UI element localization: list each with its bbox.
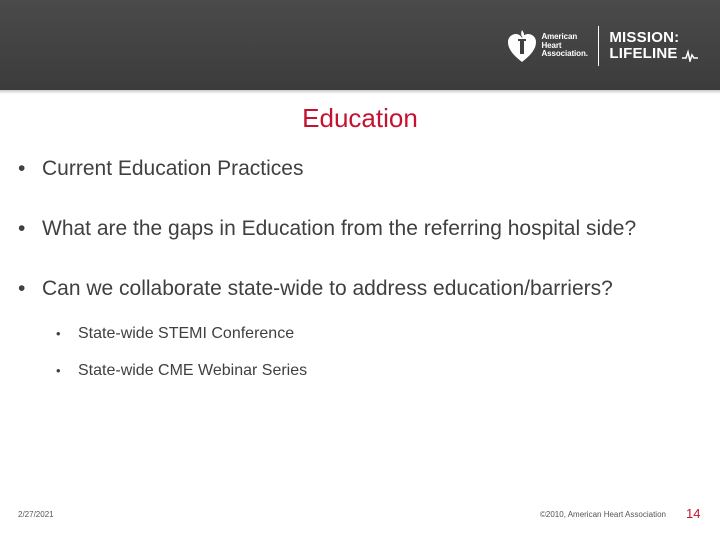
slide-title: Education <box>302 103 418 133</box>
aha-logo-line-1: American <box>541 32 578 42</box>
mission-logo-line-2: LIFELINE <box>609 45 678 62</box>
footer-copyright: ©2010, American Heart Association <box>540 510 666 519</box>
aha-logo-line-3: Association. <box>541 49 588 59</box>
bullet-item: • Can we collaborate state-wide to address education/barriers? <box>18 270 708 308</box>
logo-divider <box>598 26 600 66</box>
heart-torch-icon <box>507 28 537 64</box>
sub-bullet-item: • State-wide STEMI Conference <box>56 324 708 344</box>
header-bar <box>0 0 720 90</box>
sub-bullet-item: • State-wide CME Webinar Series <box>56 361 708 381</box>
mission-lifeline-logo <box>609 30 698 62</box>
header-shadow <box>0 90 720 94</box>
logo-group <box>507 24 698 68</box>
mission-logo-line-1: MISSION: <box>609 29 680 46</box>
bullet-item: • What are the gaps in Education from the referring hospital side? <box>18 210 708 248</box>
bullet-item: • Current Education Practices <box>18 150 708 188</box>
aha-logo-line-2: Heart <box>541 40 562 50</box>
page-number: 14 <box>686 506 701 521</box>
footer-date: 2/27/2021 <box>18 510 54 519</box>
bullet-list <box>18 150 708 398</box>
ecg-line-icon <box>682 48 698 62</box>
aha-logo <box>507 28 587 64</box>
sub-bullet-list <box>56 324 708 381</box>
